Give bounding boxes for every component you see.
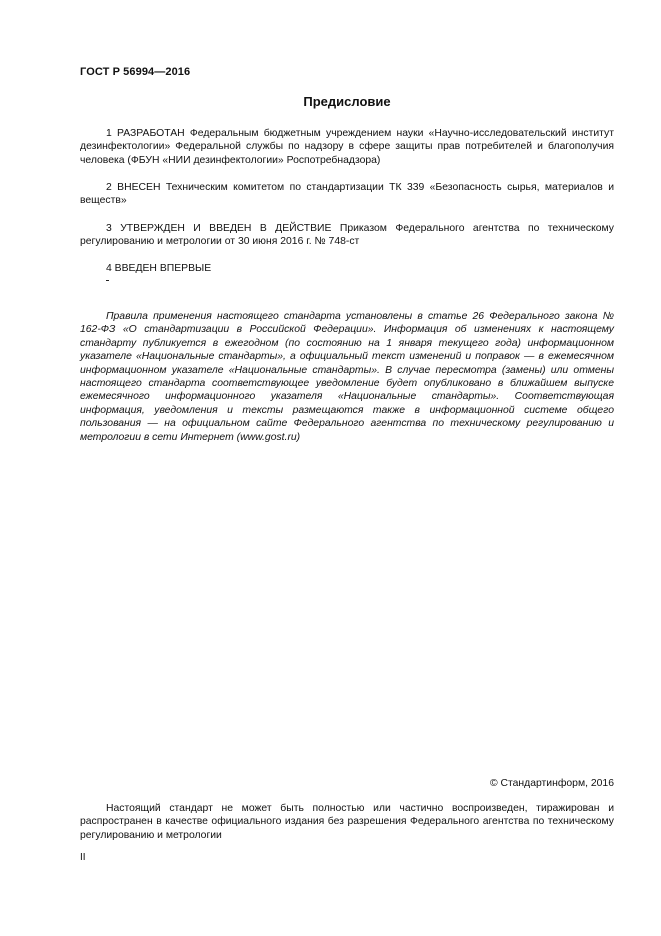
paragraph-developed-by: 1 РАЗРАБОТАН Федеральным бюджетным учреждением науки «Научно-исследовательский институт дезинфектологии» Федеральной службы по надзору в сфере защиты прав потребителей и благополучия человека (ФБУН «НИИ дезинфектологии» Роспотребнадзора) (80, 128, 614, 166)
paragraph-introduced-first: 4 ВВЕДЕН ВПЕРВЫЕ (106, 263, 212, 274)
application-rules-notice: Правила применения настоящего стандарта установлены в статье 26 Федерального закона № 162-ФЗ «О стандартизации в Российской Федерации». Информация об изменениях к настоящему стандарту публикуется в ежегодном (по состоянию на 1 января текущего года) информационном указателе «Национальные стандарты», а официальный текст изменений и поправок — в ежемесячном информационном указателе «Национальные стандарты». В случае пересмотра (замены) или отмены настоящего стандарта соответствующее уведомление будет опубликовано в ближайшем выпуске ежемесячного информационного указателя «Национальные стандарты». Соответствующая информация, уведомления и тексты размещаются также в информационной системе общего пользования — на официальном сайте Федерального агентства по техническому регулированию и метрологии в сети Интернет (www.gost.ru) (80, 311, 614, 443)
document-code: ГОСТ Р 56994—2016 (80, 66, 191, 78)
copyright-line: © Стандартинформ, 2016 (489, 778, 614, 789)
paragraph-approved: 3 УТВЕРЖДЕН И ВВЕДЕН В ДЕЙСТВИЕ Приказом Федерального агентства по техническому регулированию и метрологии от 30 июня 2016 г. № 748-ст (80, 223, 614, 248)
stray-mark (106, 280, 109, 281)
page-title: Предисловие (303, 94, 391, 109)
page-number: II (80, 852, 86, 863)
reproduction-rights-notice: Настоящий стандарт не может быть полностью или частично воспроизведен, тиражирован и распространен в качестве официального издания без разрешения Федерального агентства по техническому регулированию и метрологии (80, 803, 614, 841)
paragraph-submitted-by: 2 ВНЕСЕН Техническим комитетом по стандартизации ТК 339 «Безопасность сырья, материалов и веществ» (80, 182, 614, 207)
